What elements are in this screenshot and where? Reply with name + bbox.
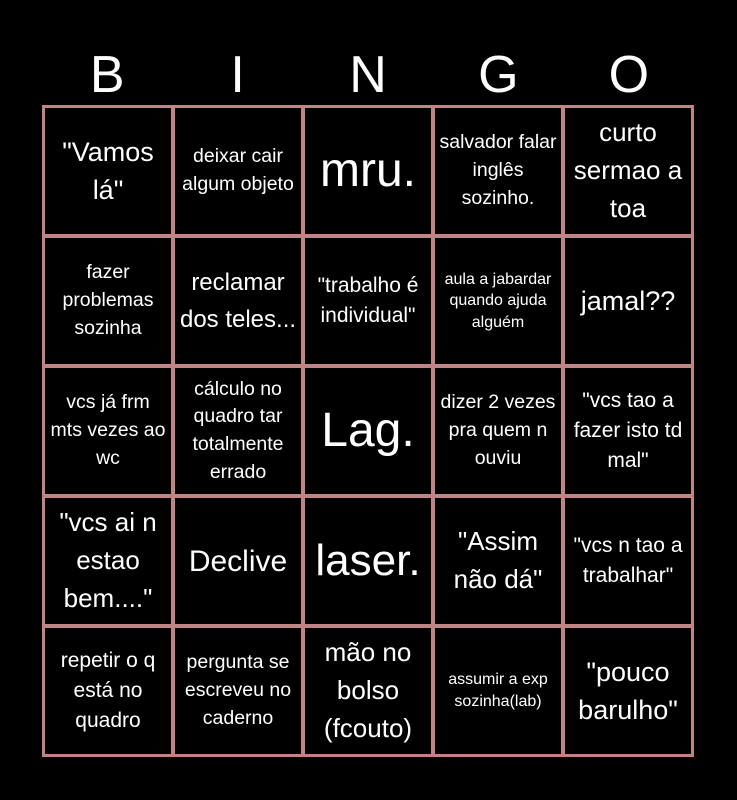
bingo-cell-text: "trabalho é individual"	[317, 274, 419, 327]
bingo-cell[interactable]	[305, 108, 431, 234]
bingo-cell[interactable]	[565, 368, 691, 494]
bingo-cell[interactable]	[435, 368, 561, 494]
bingo-cell-text: deixar cair algum objeto	[182, 145, 294, 195]
bingo-cell[interactable]	[175, 628, 301, 754]
bingo-cell-text: aula a jabardar quando ajuda alguém	[444, 270, 552, 331]
bingo-cell-text: vcs já frm mts vezes ao wc	[50, 391, 166, 469]
bingo-cell-text: "Assim não dá"	[453, 526, 543, 594]
bingo-cell[interactable]	[175, 238, 301, 364]
bingo-cell-text: Declive	[188, 544, 288, 578]
bingo-cell[interactable]	[175, 368, 301, 494]
header-letter-g: G	[478, 46, 519, 104]
bingo-cell[interactable]	[435, 238, 561, 364]
bingo-cell-text: assumir a exp sozinha(lab)	[448, 671, 548, 710]
bingo-cell-text: "vcs ai n estao bem...."	[59, 507, 157, 613]
bingo-cell-text: jamal??	[580, 285, 676, 316]
bingo-cell[interactable]	[45, 498, 171, 624]
bingo-cell-text: "vcs n tao a trabalhar"	[573, 534, 683, 587]
bingo-header	[42, 44, 694, 106]
bingo-cell-text: salvador falar inglês sozinho.	[439, 131, 557, 209]
bingo-cell[interactable]	[435, 628, 561, 754]
bingo-cell[interactable]	[565, 108, 691, 234]
header-letter-b: B	[89, 46, 125, 104]
header-letter-n: N	[349, 46, 387, 104]
bingo-board	[42, 105, 694, 757]
bingo-cell-text: "Vamos lá"	[62, 136, 154, 205]
bingo-cell-text: cálculo no quadro tar totalmente errado	[192, 377, 284, 483]
bingo-cell-text: "vcs tao a fazer isto td mal"	[573, 389, 683, 472]
bingo-cell[interactable]	[435, 108, 561, 234]
bingo-cell[interactable]	[45, 368, 171, 494]
bingo-cell-text: repetir o q está no quadro	[60, 649, 156, 732]
header-letter-o: O	[608, 46, 650, 104]
bingo-cell-text: reclamar dos teles...	[179, 268, 297, 333]
bingo-cell-text: dizer 2 vezes pra quem n ouviu	[440, 391, 556, 469]
bingo-cell-text: curto sermao a toa	[573, 117, 683, 223]
bingo-cell[interactable]	[305, 498, 431, 624]
bingo-cell[interactable]	[565, 498, 691, 624]
bingo-cell[interactable]	[565, 238, 691, 364]
bingo-cell[interactable]	[305, 628, 431, 754]
header-letter-i: I	[230, 46, 245, 104]
bingo-cell[interactable]	[45, 108, 171, 234]
bingo-cell[interactable]	[305, 368, 431, 494]
bingo-cell[interactable]	[565, 628, 691, 754]
bingo-cell-text: laser.	[315, 535, 421, 585]
bingo-cell-text: mru.	[320, 143, 416, 197]
bingo-cell-text: fazer problemas sozinha	[62, 261, 154, 339]
bingo-cell[interactable]	[175, 498, 301, 624]
bingo-cell[interactable]	[45, 238, 171, 364]
bingo-cell-text: pergunta se escreveu no caderno	[184, 651, 292, 729]
bingo-cell[interactable]	[45, 628, 171, 754]
bingo-cell-text: mão no bolso (fcouto)	[323, 637, 413, 743]
bingo-cell[interactable]	[435, 498, 561, 624]
bingo-cell[interactable]	[305, 238, 431, 364]
bingo-cell-text: "pouco barulho"	[578, 656, 678, 725]
bingo-cell-text: Lag.	[321, 403, 415, 457]
bingo-cell[interactable]	[175, 108, 301, 234]
